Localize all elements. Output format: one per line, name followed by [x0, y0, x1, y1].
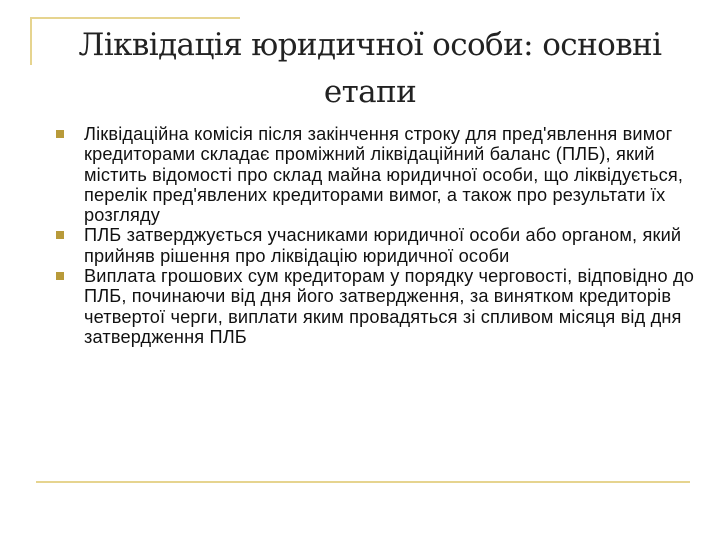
bullet-text: ПЛБ затверджується учасниками юридичної особи або органом, який прийняв рішення про ліквідацію юридичної особи: [84, 225, 682, 266]
bullet-list: [56, 124, 696, 347]
square-bullet-icon: [56, 272, 64, 280]
bullet-item: [56, 225, 696, 266]
bullet-item: [56, 266, 696, 347]
square-bullet-icon: [56, 231, 64, 239]
bullet-text: Ліквідаційна комісія після закінчення строку для пред'явлення вимог кредиторами складає проміжний ліквідаційний баланс (ПЛБ), який містить відомості про склад майна юридичної особи, що ліквідується, перелік пред'явлених кредиторами вимог, а також про результати їх розгляду: [84, 124, 684, 226]
square-bullet-icon: [56, 130, 64, 138]
title-corner-left-line: [30, 17, 32, 65]
bullet-text: Виплата грошових сум кредиторам у порядку черговості, відповідно до ПЛБ, починаючи від дня його затвердження, за винятком кредиторів четвертої черги, виплати яким провадяться зі спливом місяця від дня затвердження ПЛБ: [84, 266, 694, 347]
bottom-divider: [36, 481, 690, 483]
bullet-item: [56, 124, 696, 225]
title-corner-top-line: [30, 17, 240, 19]
slide-title: Ліквідація юридичної особи: основні етапи: [78, 27, 662, 110]
